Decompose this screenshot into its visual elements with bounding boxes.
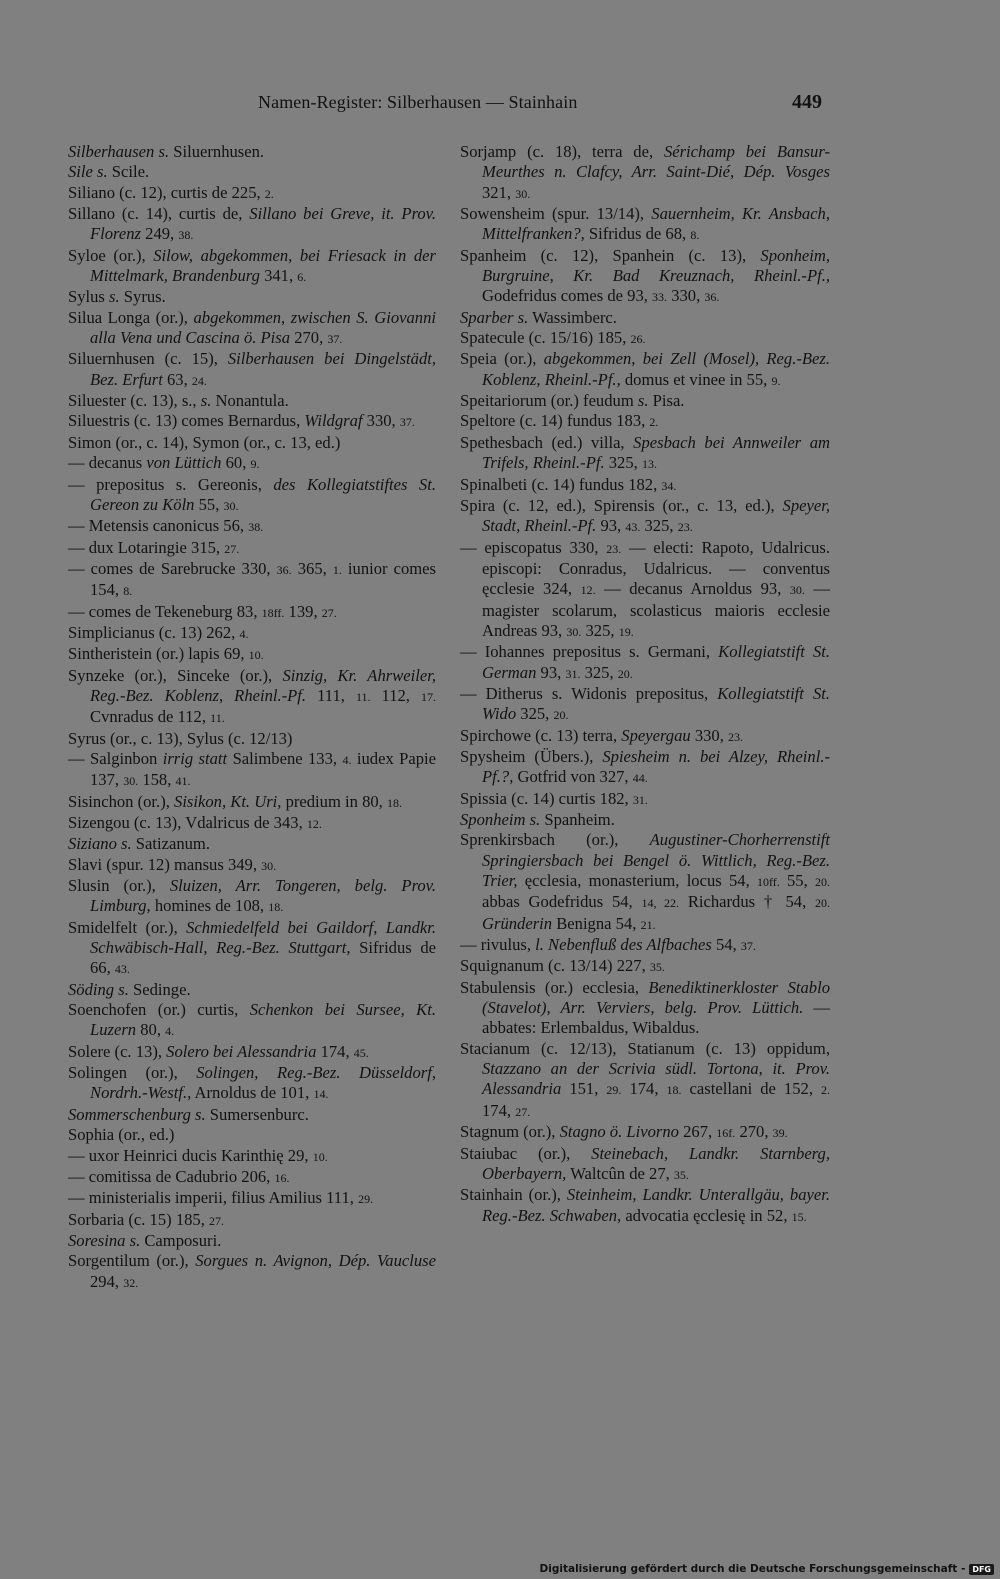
index-entry: Stabulensis (or.) ecclesia, Benediktinerkloster Stablo (Stavelot), Arr. Verviers, belg. Prov. Lüttich. — abbates: Erlembaldus, Wibaldus. — [460, 977, 830, 1038]
index-entry: — rivulus, l. Nebenfluß des Alfbaches 54, 37. — [460, 935, 756, 955]
index-entry: Sylus s. Syrus. — [68, 287, 166, 307]
index-entry: Siliano (c. 12), curtis de 225, 2. — [68, 182, 274, 202]
index-entry: Stainhain (or.), Steinheim, Landkr. Unterallgäu, bayer. Reg.-Bez. Schwaben, advocatia ęcclesię in 52, 15. — [460, 1185, 831, 1225]
index-entry: Solingen (or.), Solingen, Reg.-Bez. Düsseldorf, Nordrh.-Westf., Arnoldus de 101, 14. — [68, 1063, 436, 1103]
index-column-right — [460, 142, 830, 1227]
index-entry: Spirchowe (c. 13) terra, Speyergau 330, 23. — [460, 725, 744, 745]
index-entry: Siluester (c. 13), s., s. Nonantula. — [68, 391, 289, 411]
index-entry: — Iohannes prepositus s. Germani, Kollegiatstift St. German 93, 31. 325, 20. — [460, 642, 831, 682]
index-entry: Sophia (or., ed.) — [68, 1125, 175, 1145]
index-entry: — comes de Tekeneburg 83, 18ff. 139, 27. — [68, 601, 337, 621]
index-entry: Sorjamp (c. 18), terra de, Sérichamp bei Bansur-Meurthes n. Clafcy, Arr. Saint-Dié, Dép. Vosges 321, 30. — [460, 142, 830, 202]
index-entry: Slavi (spur. 12) mansus 349, 30. — [68, 854, 277, 874]
index-entry: Speitariorum (or.) feudum s. Pisa. — [460, 391, 685, 411]
footer-text: Digitalisierung gefördert durch die Deutsche Forschungsgemeinschaft - — [539, 1563, 966, 1575]
index-entry: Solere (c. 13), Solero bei Alessandria 174, 45. — [68, 1041, 369, 1061]
index-entry: Spissia (c. 14) curtis 182, 31. — [460, 788, 648, 808]
index-entry: Stagnum (or.), Stagno ö. Livorno 267, 16f. 270, 39. — [460, 1122, 788, 1142]
index-entry: Soresina s. Camposuri. — [68, 1230, 222, 1250]
index-entry: Siluernhusen (c. 15), Silberhausen bei Dingelstädt, Bez. Erfurt 63, 24. — [68, 349, 436, 389]
index-entry: Sile s. Scile. — [68, 162, 150, 182]
index-entry: Simon (or., c. 14), Symon (or., c. 13, ed.) — [68, 432, 341, 452]
index-entry: Silberhausen s. Siluernhusen. — [68, 142, 265, 161]
index-entry: — uxor Heinrici ducis Karinthię 29, 10. — [68, 1145, 328, 1165]
index-entry: Spysheim (Übers.), Spiesheim n. bei Alzey, Rheinl.-Pf.?, Gotfrid von 327, 44. — [460, 746, 831, 787]
index-entry: Slusin (or.), Sluizen, Arr. Tongeren, belg. Prov. Limburg, homines de 108, 18. — [68, 876, 436, 916]
index-entry: Sprenkirsbach (or.), Augustiner-Chorherrenstift Springiersbach bei Bengel ö. Wittlich, Reg.-Bez. Trier, ęcclesia, monasterium, locus 54, 10ff. 55, 20. abbas Godefridus 54, 14, 22. Richardus † 54, 20. Gründerin Benigna 54, 21. — [460, 830, 831, 933]
index-entry: Sponheim s. Spanheim. — [460, 810, 615, 829]
index-entry: Söding s. Sedinge. — [68, 979, 191, 999]
index-entry: Syrus (or., c. 13), Sylus (c. 12/13) — [68, 728, 293, 748]
index-entry: Sillano (c. 14), curtis de, Sillano bei Greve, it. Prov. Florenz 249, 38. — [68, 204, 436, 244]
index-entry: — episcopatus 330, 23. — electi: Rapoto, Udalricus. episcopi: Conradus, Udalricus. — conventus ęcclesie 324, 12. — decanus Arnoldus 93, 30. — magister scolarum, scolasticus maioris ecclesie Andreas 93, 30. 325, 19. — [460, 537, 831, 640]
index-entry: — Metensis canonicus 56, 38. — [68, 516, 264, 536]
index-entry: Stacianum (c. 12/13), Statianum (c. 13) oppidum, Stazzano an der Scrivia südl. Tortona, it. Prov. Alessandria 151, 29. 174, 18. castellani de 152, 2. 174, 27. — [460, 1038, 830, 1120]
index-entry: Spatecule (c. 15/16) 185, 26. — [460, 328, 646, 348]
index-entry: Sparber s. Wassimberc. — [460, 307, 617, 327]
index-entry: Speltore (c. 14) fundus 183, 2. — [460, 411, 659, 431]
index-entry: — decanus von Lüttich 60, 9. — [68, 453, 260, 473]
index-entry: — Ditherus s. Widonis prepositus, Kollegiatstift St. Wido 325, 20. — [460, 683, 831, 724]
index-entry: — comitissa de Cadubrio 206, 16. — [68, 1166, 290, 1186]
index-entry: Staiubac (or.), Steinebach, Landkr. Starnberg, Oberbayern, Waltcûn de 27, 35. — [460, 1143, 830, 1183]
index-entry: Spethesbach (ed.) villa, Spesbach bei Annweiler am Trifels, Rheinl.-Pf. 325, 13. — [460, 432, 830, 473]
index-entry: Spanheim (c. 12), Spanhein (c. 13), Sponheim, Burgruine, Kr. Bad Kreuznach, Rheinl.-Pf., Godefridus comes de 93, 33. 330, 36. — [460, 245, 830, 306]
index-entry: Squignanum (c. 13/14) 227, 35. — [460, 956, 665, 976]
index-entry: Sowensheim (spur. 13/14), Sauernheim, Kr. Ansbach, Mittelfranken?, Sifridus de 68, 8. — [460, 204, 830, 244]
index-entry: — comes de Sarebrucke 330, 36. 365, 1. iunior comes 154, 8. — [68, 558, 437, 600]
dfg-logo: DFG — [969, 1564, 994, 1575]
page-header — [0, 92, 1000, 122]
index-entry: Speia (or.), abgekommen, bei Zell (Mosel), Reg.-Bez. Koblenz, Rheinl.-Pf., domus et vinee in 55, 9. — [460, 349, 830, 389]
index-entry: — Salginbon irrig statt Salimbene 133, 4. iudex Papie 137, 30. 158, 41. — [68, 748, 437, 790]
index-entry: Smidelfelt (or.), Schmiedelfeld bei Gaildorf, Landkr. Schwäbisch-Hall, Reg.-Bez. Stuttgart, Sifridus de 66, 43. — [68, 917, 437, 978]
index-entry: Soenchofen (or.) curtis, Schenkon bei Sursee, Kt. Luzern 80, 4. — [68, 1000, 437, 1040]
index-entry: Sizengou (c. 13), Vdalricus de 343, 12. — [68, 813, 322, 832]
index-entry: Synzeke (or.), Sinceke (or.), Sinzig, Kr. Ahrweiler, Reg.-Bez. Koblenz, Rheinl.-Pf. 111, 11. 112, 17. Cvnradus de 112, 11. — [68, 665, 436, 727]
index-entry: — ministerialis imperii, filius Amilius 111, 29. — [68, 1188, 374, 1208]
index-entry: Spinalbeti (c. 14) fundus 182, 34. — [460, 474, 677, 494]
index-entry: Syloe (or.), Silow, abgekommen, bei Friesack in der Mittelmark, Brandenburg 341, 6. — [68, 245, 436, 286]
index-entry: Siluestris (c. 13) comes Bernardus, Wildgraf 330, 37. — [68, 411, 415, 431]
footer — [540, 1563, 994, 1575]
index-entry: Silua Longa (or.), abgekommen, zwischen S. Giovanni alla Vena und Cascina ö. Pisa 270, 37. — [68, 307, 436, 348]
index-entry: Sorbaria (c. 15) 185, 27. — [68, 1209, 225, 1229]
index-entry: Sorgentilum (or.), Sorgues n. Avignon, Dép. Vaucluse 294, 32. — [68, 1251, 436, 1291]
index-entry: Simplicianus (c. 13) 262, 4. — [68, 622, 249, 642]
index-entry: Sommerschenburg s. Sumersenburc. — [68, 1104, 309, 1124]
index-column-left — [68, 142, 436, 1293]
index-entry: Sintheristein (or.) lapis 69, 10. — [68, 644, 264, 664]
page-number: 449 — [792, 91, 822, 113]
index-entry: Spira (c. 12, ed.), Spirensis (or., c. 13, ed.), Speyer, Stadt, Rheinl.-Pf. 93, 43. 325, 23. — [460, 495, 830, 536]
index-entry: — prepositus s. Gereonis, des Kollegiatstiftes St. Gereon zu Köln 55, 30. — [68, 474, 436, 514]
index-entry: Sisinchon (or.), Sisikon, Kt. Uri, predium in 80, 18. — [68, 791, 402, 811]
index-entry: — dux Lotaringie 315, 27. — [68, 537, 240, 557]
running-title: Namen-Register: Silberhausen — Stainhain — [258, 92, 578, 112]
index-entry: Siziano s. Satizanum. — [68, 834, 210, 854]
